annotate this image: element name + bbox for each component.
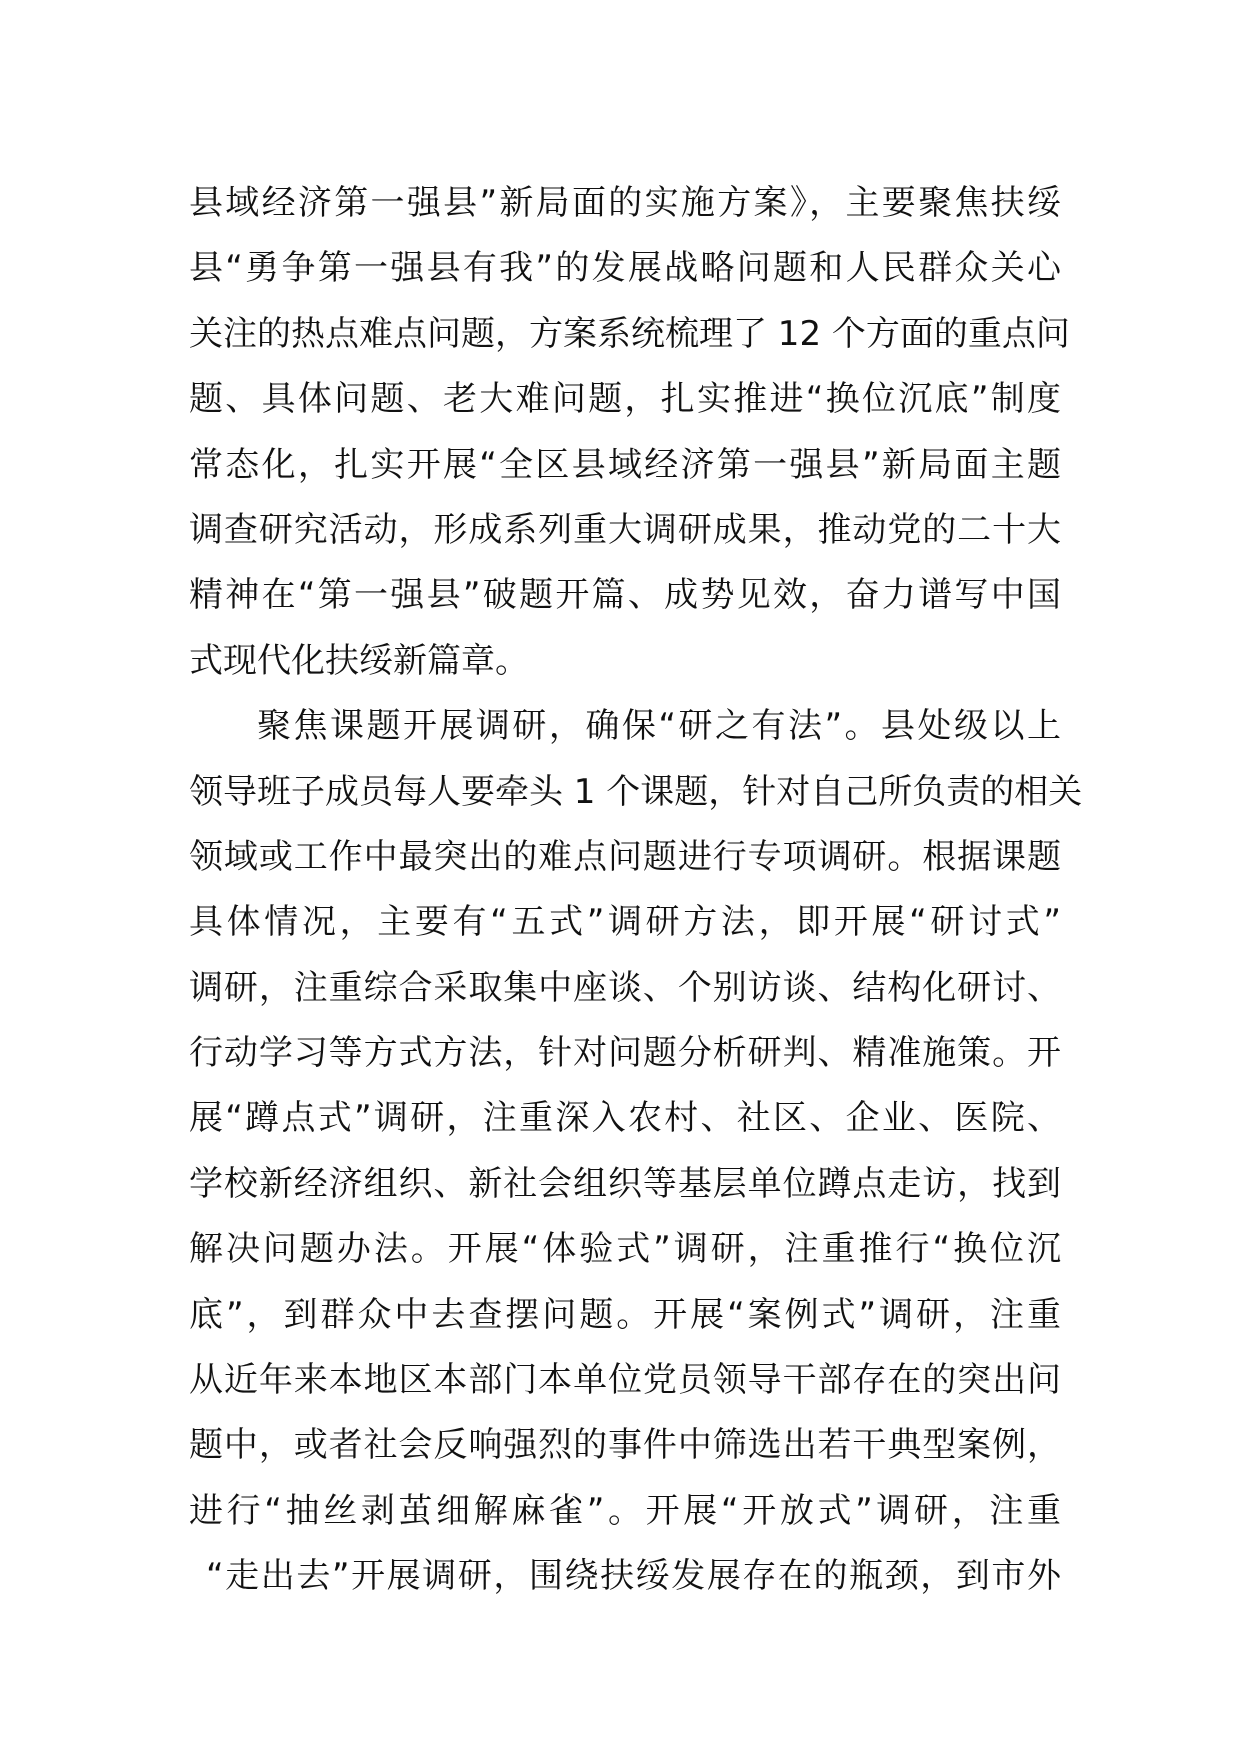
paragraph-2-line-11: 从近年来本地区本部门本单位党员领导干部存在的突出问 bbox=[189, 1360, 1061, 1401]
paragraph-2-line-7: 展“蹲点式”调研，注重深入农村、社区、企业、医院、 bbox=[189, 1098, 1061, 1139]
paragraph-1-line-3: 关注的热点难点问题，方案系统梳理了 12 个方面的重点问 bbox=[189, 313, 1070, 354]
paragraph-2-line-14: “走出去”开展调研，围绕扶绥发展存在的瓶颈，到市外 bbox=[206, 1556, 1061, 1597]
paragraph-2-line-4: 具体情况，主要有“五式”调研方法，即开展“研讨式” bbox=[189, 902, 1061, 943]
paragraph-2-line-6: 行动学习等方式方法，针对问题分析研判、精准施策。开 bbox=[189, 1033, 1061, 1074]
document-body-text bbox=[189, 171, 1083, 1610]
paragraph-1-line-6: 调查研究活动，形成系列重大调研成果，推动党的二十大 bbox=[189, 509, 1061, 550]
paragraph-2-line-2: 领导班子成员每人要牵头 1 个课题，针对自己所负责的相关 bbox=[189, 771, 1083, 812]
paragraph-1-line-7: 精神在“第一强县”破题开篇、成势见效，奋力谱写中国 bbox=[189, 575, 1061, 616]
paragraph-2-line-13: 进行“抽丝剥茧细解麻雀”。开展“开放式”调研，注重 bbox=[189, 1490, 1061, 1531]
paragraph-2-line-9: 解决问题办法。开展“体验式”调研，注重推行“换位沉 bbox=[189, 1229, 1061, 1270]
paragraph-2-line-8: 学校新经济组织、新社会组织等基层单位蹲点走访，找到 bbox=[189, 1163, 1061, 1204]
paragraph-1-line-1: 县域经济第一强县”新局面的实施方案》，主要聚焦扶绥 bbox=[189, 183, 1061, 223]
paragraph-2-line-5: 调研，注重综合采取集中座谈、个别访谈、结构化研讨、 bbox=[189, 967, 1061, 1008]
paragraph-2-line-12: 题中，或者社会反响强烈的事件中筛选出若干典型案例， bbox=[189, 1425, 1061, 1466]
paragraph-2-line-1: 聚焦课题开展调研，确保“研之有法”。县处级以上 bbox=[257, 706, 1061, 747]
paragraph-2-line-10: 底”，到群众中去查摆问题。开展“案例式”调研，注重 bbox=[189, 1294, 1061, 1335]
paragraph-1-line-8: 式现代化扶绥新篇章。 bbox=[189, 640, 529, 681]
paragraph-1-line-5: 常态化，扎实开展“全区县域经济第一强县”新局面主题 bbox=[189, 444, 1061, 485]
paragraph-2-line-3: 领域或工作中最突出的难点问题进行专项调研。根据课题 bbox=[189, 836, 1061, 877]
paragraph-1-line-2: 县“勇争第一强县有我”的发展战略问题和人民群众关心 bbox=[189, 248, 1061, 289]
paragraph-1-line-4: 题、具体问题、老大难问题，扎实推进“换位沉底”制度 bbox=[189, 379, 1061, 420]
